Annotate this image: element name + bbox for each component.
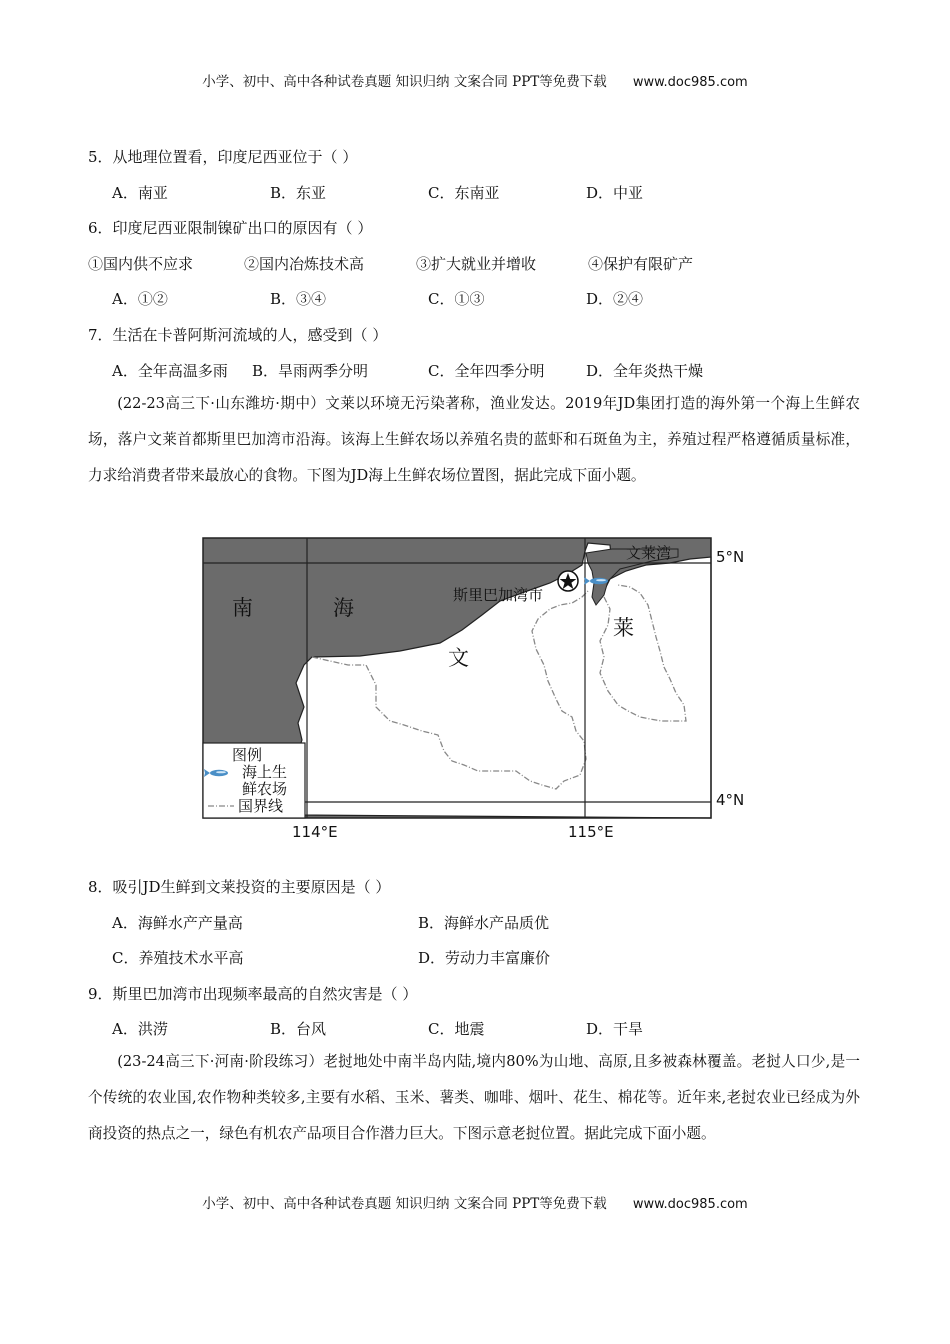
option: A．海鲜水产产量高 bbox=[112, 914, 243, 932]
item: ①国内供不应求 bbox=[88, 255, 194, 273]
header-url[interactable]: www.doc985.com bbox=[632, 75, 748, 90]
item: ②国内冶炼技术高 bbox=[244, 255, 365, 273]
map-legend bbox=[203, 743, 305, 818]
option: C．养殖技术水平高 bbox=[112, 949, 244, 967]
question-8-options-row1 bbox=[112, 912, 724, 933]
footer-url[interactable]: www.doc985.com bbox=[632, 1197, 748, 1212]
footer-text: 小学、初中、高中各种试卷真题 知识归纳 文案合同 PPT等免费下载 bbox=[202, 1196, 607, 1212]
sea-label-1: 南 bbox=[232, 596, 253, 620]
question-5-stem: 5．从地理位置看，印度尼西亚位于（ ） bbox=[88, 148, 358, 166]
option: C．东南亚 bbox=[428, 184, 500, 202]
option: D．全年炎热干燥 bbox=[586, 362, 704, 380]
option: D．②④ bbox=[586, 290, 644, 308]
option: C．全年四季分明 bbox=[428, 362, 545, 380]
option: B．东亚 bbox=[270, 184, 327, 202]
header-text: 小学、初中、高中各种试卷真题 知识归纳 文案合同 PPT等免费下载 bbox=[202, 74, 607, 90]
option: B．旱雨两季分明 bbox=[252, 362, 369, 380]
passage-brunei: (22-23高三下·山东潍坊·期中）文莱以环境无污染著称，渔业发达。2019年JD集团打造的海外第一个海上生鲜农场，落户文莱首都斯里巴加湾市沿海。该海上生鲜农场以养殖名贵的蓝虾和石斑鱼为主，养殖过程严格遵循质量标准，力求给消费者带来最放心的食物。下图为JD海上生鲜农场位置图，据此完成下面小题。 bbox=[88, 395, 860, 484]
sea-label-2: 海 bbox=[333, 596, 354, 620]
question-8-stem: 8．吸引JD生鲜到文莱投资的主要原因是（ ） bbox=[88, 878, 391, 896]
option: B．③④ bbox=[270, 290, 327, 308]
option: B．海鲜水产品质优 bbox=[418, 914, 550, 932]
question-9-stem: 9．斯里巴加湾市出现频率最高的自然灾害是（ ） bbox=[88, 985, 418, 1003]
capital-star-icon bbox=[558, 571, 578, 591]
question-9-options bbox=[112, 1018, 744, 1039]
option: C．①③ bbox=[428, 290, 485, 308]
option: A．①② bbox=[112, 290, 168, 308]
legend-farm-line1: 海上生 bbox=[242, 763, 288, 781]
item: ④保护有限矿产 bbox=[588, 255, 694, 273]
bay-label: 文莱湾 bbox=[626, 544, 672, 562]
option: A．洪涝 bbox=[112, 1020, 168, 1038]
lat-label-top: 5°N bbox=[716, 548, 745, 566]
option: D．劳动力丰富廉价 bbox=[418, 949, 551, 967]
passage-laos: (23-24高三下·河南·阶段练习）老挝地处中南半岛内陆,境内80%为山地、高原,且多被森林覆盖。老挝人口少,是一个传统的农业国,农作物种类较多,主要有水稻、玉米、薯类、咖啡、烟叶、花生、棉花等。近年来,老挝农业已经成为外商投资的热点之一，绿色有机农产品项目合作潜力巨大。下图示意老挝位置。据此完成下面小题。 bbox=[88, 1053, 860, 1142]
legend-farm-line2: 鲜农场 bbox=[242, 780, 288, 798]
option: D．中亚 bbox=[586, 184, 644, 202]
option: A．南亚 bbox=[112, 184, 168, 202]
page-header bbox=[0, 70, 950, 90]
question-7-stem: 7．生活在卡普阿斯河流域的人，感受到（ ） bbox=[88, 326, 388, 344]
question-6-items bbox=[88, 253, 744, 274]
option: A．全年高温多雨 bbox=[112, 362, 228, 380]
option: C．地震 bbox=[428, 1020, 485, 1038]
question-8-options-row2 bbox=[112, 947, 724, 968]
brunei-map bbox=[200, 535, 760, 841]
option: D．干旱 bbox=[586, 1020, 644, 1038]
city-label: 斯里巴加湾市 bbox=[453, 586, 544, 604]
lon-label-right: 115°E bbox=[568, 823, 614, 841]
legend-title: 图例 bbox=[232, 746, 263, 764]
page-footer bbox=[0, 1192, 950, 1212]
lon-label-left: 114°E bbox=[292, 823, 338, 841]
item: ③扩大就业并增收 bbox=[416, 255, 537, 273]
question-6-stem: 6．印度尼西亚限制镍矿出口的原因有（ ） bbox=[88, 219, 373, 237]
option: B．台风 bbox=[270, 1020, 327, 1038]
legend-border-label: 国界线 bbox=[238, 797, 284, 815]
country-label-1: 文 bbox=[448, 646, 469, 670]
lat-label-bottom: 4°N bbox=[716, 791, 745, 809]
question-6-options bbox=[112, 288, 744, 309]
question-7-options bbox=[112, 360, 703, 381]
question-5-options bbox=[112, 182, 744, 203]
country-label-2: 莱 bbox=[613, 616, 634, 640]
